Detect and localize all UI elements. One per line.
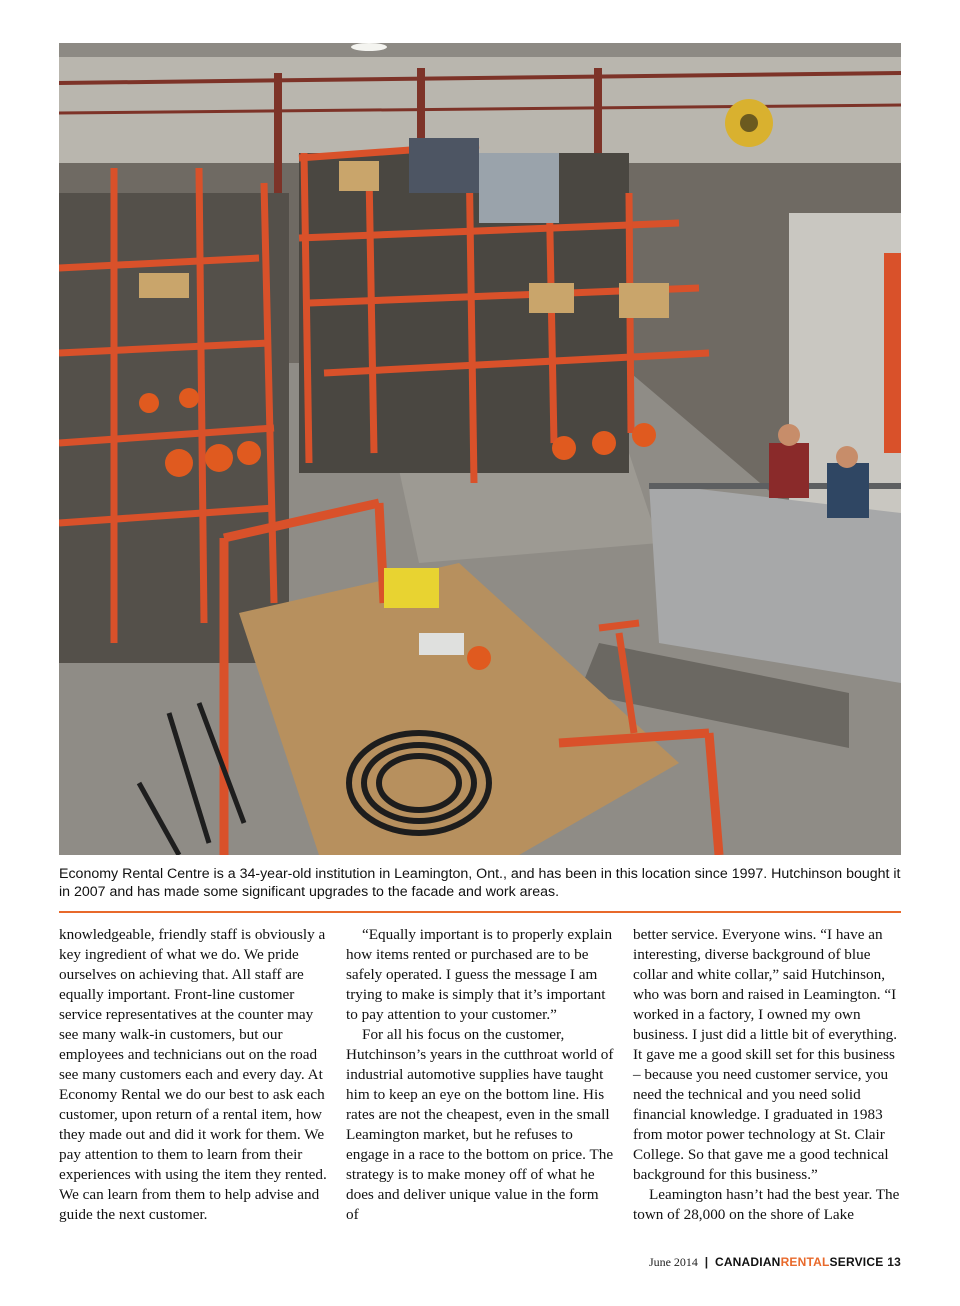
article-column-2 (346, 925, 614, 1225)
article-column-1 (59, 925, 327, 1225)
article-column-3 (633, 925, 901, 1225)
column-1-paragraph-1: knowledgeable, friendly staff is obviously a key ingredient of what we do. We pride ourselves on achieving that. All staff are equally important. Front-line customer service representatives at the counter may see many walk-in customers, but our employees and technicians out on the road see many customers each and every day. At Economy Rental we do our best to ask each customer, upon return of a rental item, how they made out and did it work for them. We pay attention to them to learn from their experiences with using the item they rented. We can learn from them to help advise and guide the next customer. (59, 926, 327, 1223)
footer-separator: | (704, 1255, 709, 1269)
warehouse-photo (59, 43, 901, 855)
column-2-paragraph-2: For all his focus on the customer, Hutchinson’s years in the cutthroat world of industrial automotive supplies have taught him to keep an eye on the bottom line. His rates are not the cheapest, even in the small Leamington market, but he refuses to engage in a race to the bottom on price. The strategy is to make money off of what he does and deliver unique value in the form of (346, 1026, 614, 1223)
magazine-name (715, 1255, 883, 1269)
warehouse-photo-graphic (59, 43, 901, 855)
issue-date: June 2014 (648, 1255, 698, 1269)
column-3-paragraph-1: better service. Everyone wins. “I have an interesting, diverse background of blue collar and white collar,” said Hutchinson, who was born and raised in Leamington. “I worked in a factory, I owned my own business. I just did a little bit of everything. It gave me a good skill set for this business – because you need customer service, you need the technical and you need solid financial knowledge. I graduated in 1983 from motor power technology at St. Clair College. So that gave me a good technical background for this business.” (633, 926, 898, 1183)
magazine-name-part1: CANADIAN (714, 1255, 781, 1269)
photo-caption: Economy Rental Centre is a 34-year-old institution in Leamington, Ont., and has been in this location since 1997. Hutchinson bought it in 2007 and has made some significant upgrades to the facade and work areas. (59, 866, 901, 900)
page-number: 13 (887, 1255, 901, 1269)
column-2-paragraph-1: “Equally important is to properly explain how items rented or purchased are to be safely operated. I guess the message I am trying to make is simply that it’s important to pay attention to your customer.” (346, 926, 613, 1023)
magazine-name-part2: RENTAL (780, 1255, 830, 1269)
magazine-name-part3: SERVICE (829, 1255, 884, 1269)
caption-divider (59, 911, 901, 913)
page-footer (649, 1254, 901, 1270)
column-3-paragraph-2: Leamington hasn’t had the best year. The town of 28,000 on the shore of Lake (633, 1186, 900, 1223)
